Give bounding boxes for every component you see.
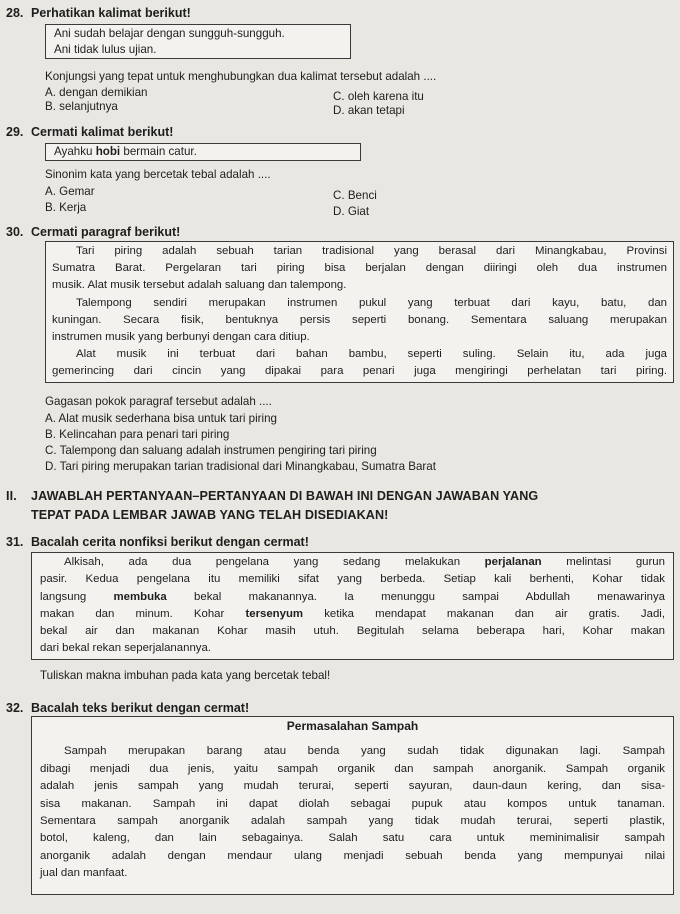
q32-text-line: jual dan manfaat. bbox=[40, 867, 128, 880]
q32-title: Permasalahan Sampah bbox=[286, 719, 419, 733]
q28-option-a[interactable]: A. dengan demikian bbox=[45, 86, 148, 99]
q29-option-c[interactable]: C. Benci bbox=[333, 189, 377, 202]
q29-sentence-pre: Ayahku bbox=[54, 145, 96, 158]
q31-instruction: Bacalah cerita nonfiksi berikut dengan cermat! bbox=[31, 535, 309, 549]
q31-text: bekal makanannya. Ia menunggu sampai Abdullah menawarinya bbox=[166, 590, 665, 603]
q28-sentence-box bbox=[45, 24, 351, 59]
q31-story-line bbox=[40, 589, 665, 606]
q30-question: Gagasan pokok paragraf tersebut adalah .... bbox=[45, 395, 272, 408]
q29-number: 29. bbox=[6, 125, 24, 139]
q29-question: Sinonim kata yang bercetak tebal adalah .... bbox=[45, 168, 271, 181]
q31-text: pasir. Kedua pengelana itu memiliki sifat yang berbeda. Setiap kali berhenti, Kohar tidak bbox=[40, 573, 665, 586]
q32-text-line: sisa makanan. Sampah ini dapat diolah sebagai pupuk atau kompos untuk tanaman. bbox=[40, 797, 665, 810]
q31-story-line bbox=[40, 606, 665, 623]
q30-instruction: Cermati paragraf berikut! bbox=[31, 225, 181, 239]
q32-text-line: adalah jenis sampah yang mudah terurai, seperti sayuran, daun-daun kering, dan sisa- bbox=[40, 780, 665, 793]
q30-paragraph-line: musik. Alat musik tersebut adalah saluang dan talempong. bbox=[52, 279, 347, 292]
q31-text: langsung bbox=[40, 590, 114, 603]
q31-text: makan dan minum. Kohar bbox=[40, 607, 246, 620]
q32-text-line: dibagi menjadi dua jenis, yaitu sampah organik dan sampah anorganik. Sampah organik bbox=[40, 762, 665, 775]
q32-number: 32. bbox=[6, 701, 24, 715]
q29-sentence-box bbox=[45, 143, 361, 161]
q28-sentence-1: Ani sudah belajar dengan sungguh-sungguh. bbox=[54, 27, 285, 40]
q30-option-c[interactable]: C. Talempong dan saluang adalah instrumen pengiring tari piring bbox=[45, 444, 377, 457]
q30-paragraph-line: gemerincing dari cincin yang dipakai para penari juga mengiringi perhelatan tari piring. bbox=[52, 365, 667, 378]
q30-paragraph-line: Alat musik ini terbuat dari bahan bambu, seperti suling. Selain itu, ada juga bbox=[76, 348, 667, 361]
q31-story-line bbox=[40, 623, 665, 640]
q32-instruction: Bacalah teks berikut dengan cermat! bbox=[31, 701, 250, 715]
q30-option-a[interactable]: A. Alat musik sederhana bisa untuk tari piring bbox=[45, 412, 277, 425]
q29-option-d[interactable]: D. Giat bbox=[333, 205, 370, 218]
section2-number: II. bbox=[6, 489, 17, 503]
q32-text-box bbox=[31, 716, 674, 895]
q29-sentence-post: bermain catur. bbox=[120, 145, 197, 158]
q31-story-line bbox=[40, 554, 665, 571]
q32-text-line: anorganik adalah dengan mendaur ulang menjadi sebuah benda yang mempunyai nilai bbox=[40, 849, 665, 862]
q32-text-line: botol, kaleng, dan lain sebagainya. Salah satu cara untuk meminimalisir sampah bbox=[40, 832, 665, 845]
q32-text-line: Sementara sampah anorganik adalah sampah yang tidak mudah terurai, seperti plastik, bbox=[40, 815, 665, 828]
q28-instruction: Perhatikan kalimat berikut! bbox=[31, 6, 191, 20]
q30-paragraph-box bbox=[45, 241, 674, 383]
q31-text: Alkisah, ada dua pengelana yang sedang melakukan bbox=[64, 556, 485, 568]
q30-paragraph-line: Sumatra Barat. Pergelaran tari piring bisa berjalan dengan diiringi oleh dua instrumen bbox=[52, 262, 667, 275]
q30-paragraph-line: Tari piring adalah sebuah tarian tradisional yang berasal dari Minangkabau, Provinsi bbox=[76, 245, 667, 257]
q31-text: melintasi gurun bbox=[541, 556, 665, 568]
q31-bold-word: membuka bbox=[113, 590, 167, 603]
q30-paragraph-line: Talempong sendiri merupakan instrumen pukul yang terbuat dari kayu, batu, dan bbox=[76, 296, 667, 309]
q31-text: ketika mendapat makanan dan air gratis. Jadi, bbox=[303, 607, 665, 620]
q31-question: Tuliskan makna imbuhan pada kata yang bercetak tebal! bbox=[40, 669, 331, 682]
q32-text-line: Sampah merupakan barang atau benda yang sudah tidak digunakan lagi. Sampah bbox=[64, 745, 665, 758]
q31-text: dari bekal rekan seperjalanannya. bbox=[40, 642, 211, 655]
q28-number: 28. bbox=[6, 6, 24, 20]
q29-option-b[interactable]: B. Kerja bbox=[45, 201, 87, 214]
q28-option-d[interactable]: D. akan tetapi bbox=[333, 104, 405, 117]
q28-sentence-2: Ani tidak lulus ujian. bbox=[54, 42, 157, 56]
q29-option-a[interactable]: A. Gemar bbox=[45, 185, 95, 198]
q31-text: bekal air dan makanan Kohar masih utuh. Begitulah selama beberapa hari, Kohar makan bbox=[40, 625, 665, 638]
q31-story-box bbox=[31, 552, 674, 660]
q28-question: Konjungsi yang tepat untuk menghubungkan dua kalimat tersebut adalah .... bbox=[45, 70, 437, 83]
q31-story-line bbox=[40, 640, 665, 657]
q28-option-c[interactable]: C. oleh karena itu bbox=[333, 90, 424, 103]
q30-option-d[interactable]: D. Tari piring merupakan tarian tradisional dari Minangkabau, Sumatra Barat bbox=[45, 460, 436, 473]
q28-option-b[interactable]: B. selanjutnya bbox=[45, 100, 118, 113]
q30-paragraph-line: instrumen musik yang berbunyi dengan cara ditiup. bbox=[52, 331, 310, 344]
section2-heading-line2: TEPAT PADA LEMBAR JAWAB YANG TELAH DISEDIAKAN! bbox=[31, 508, 389, 522]
section2-heading-line1: JAWABLAH PERTANYAAN–PERTANYAAN DI BAWAH INI DENGAN JAWABAN YANG bbox=[31, 489, 539, 503]
q30-option-b[interactable]: B. Kelincahan para penari tari piring bbox=[45, 428, 230, 441]
q30-number: 30. bbox=[6, 225, 24, 239]
q31-bold-word: perjalanan bbox=[484, 556, 542, 568]
q29-instruction: Cermati kalimat berikut! bbox=[31, 125, 174, 139]
q31-bold-word: tersenyum bbox=[245, 607, 304, 620]
q31-number: 31. bbox=[6, 535, 24, 549]
q29-sentence-bold-word: hobi bbox=[95, 145, 121, 158]
q30-paragraph-line: kuningan. Secara fisik, bentuknya persis seperti bonang. Sementara saluang merupakan bbox=[52, 313, 667, 326]
q31-story-line bbox=[40, 571, 665, 588]
